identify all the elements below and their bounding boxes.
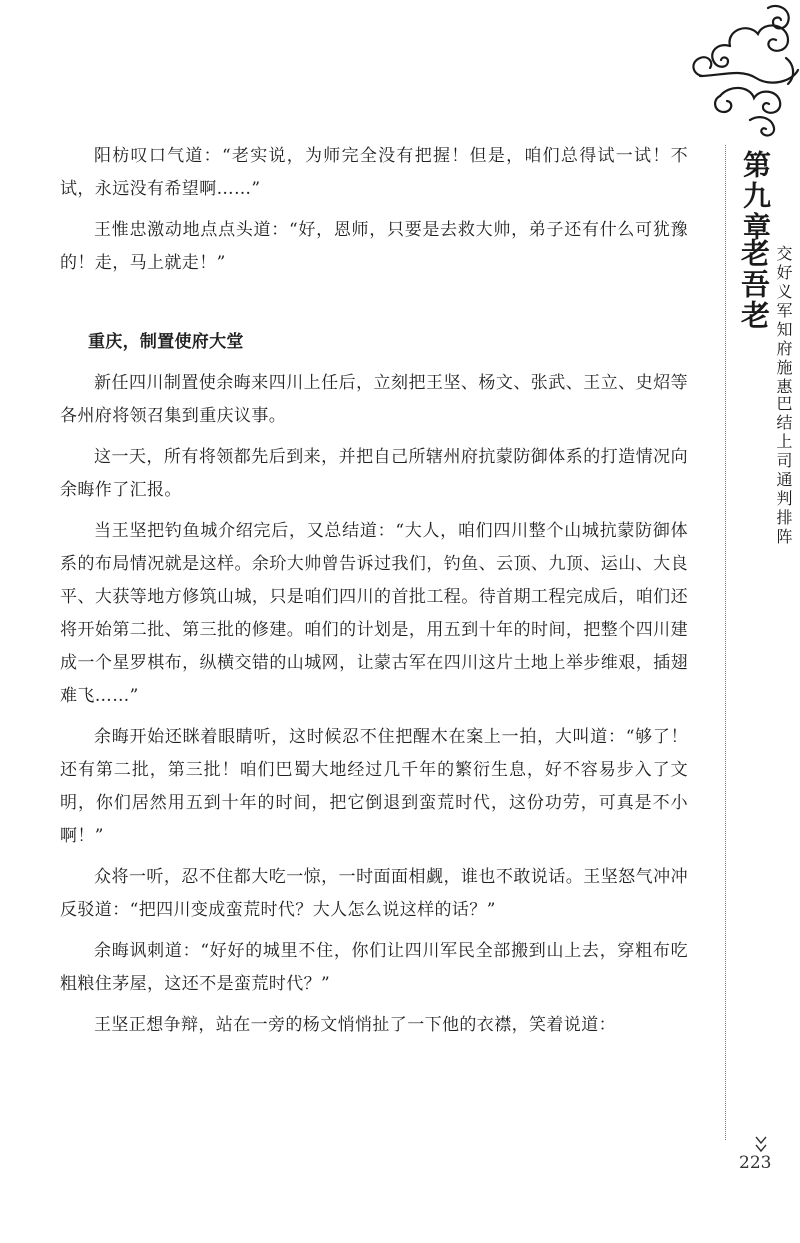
margin-divider — [725, 145, 726, 1140]
paragraph: 王惟忠激动地点点头道：“好，恩师，只要是去救大帅，弟子还有什么可犹豫的！走，马上就走！” — [60, 220, 688, 273]
page-number: 223 — [739, 1153, 772, 1173]
paragraph: 这一天，所有将领都先后到来，并把自己所辖州府抗蒙防御体系的打造情况向余晦作了汇报。 — [60, 447, 688, 500]
chapter-title: 老吾老 — [737, 238, 771, 331]
chapter-subtitle-1: 交好义军知府施惠 — [774, 245, 793, 397]
main-text — [60, 140, 688, 1050]
paragraph: 余晦讽刺道：“好好的城里不住，你们让四川军民全部搬到山上去，穿粗布吃粗粮住茅屋，这还不是蛮荒时代？” — [60, 941, 688, 994]
paragraphs-after — [60, 367, 688, 1042]
chapter-subtitle-2: 巴结上司通判排阵 — [774, 395, 793, 547]
paragraph: 当王坚把钓鱼城介绍完后，又总结道：“大人，咱们四川整个山城抗蒙防御体系的布局情况就是这样。余玠大帅曾告诉过我们，钓鱼、云顶、九顶、运山、大良平、大获等地方修筑山城，只是咱们四川的首批工程。待首期工程完成后，咱们还将开始第二批、第三批的修建。咱们的计划是，用五到十年的时间，把整个四川建成一个星罗棋布，纵横交错的山城网，让蒙古军在四川这片土地上举步维艰，插翅难飞……” — [60, 521, 688, 706]
cloud-ornament-icon — [690, 0, 800, 150]
double-chevron-down-icon — [754, 1135, 768, 1155]
paragraph: 余晦开始还眯着眼睛听，这时候忍不住把醒木在案上一拍，大叫道：“够了！还有第二批，第三批！咱们巴蜀大地经过几千年的繁衍生息，好不容易步入了文明，你们居然用五到十年的时间，把它倒退到蛮荒时代，这份功劳，可真是不小啊！” — [60, 727, 688, 846]
paragraphs-before — [60, 140, 688, 280]
paragraph: 新任四川制置使余晦来四川上任后，立刻把王坚、杨文、张武、王立、史炤等各州府将领召集到重庆议事。 — [60, 373, 688, 426]
paragraph: 王坚正想争辩，站在一旁的杨文悄悄扯了一下他的衣襟，笑着说道： — [94, 1015, 616, 1035]
paragraph: 众将一听，忍不住都大吃一惊，一时面面相觑，谁也不敢说话。王坚怒气冲冲反驳道：“把四川变成蛮荒时代？大人怎么说这样的话？” — [60, 867, 688, 920]
section-heading: 重庆，制置使府大堂 — [88, 332, 244, 352]
paragraph: 阳枋叹口气道：“老实说，为师完全没有把握！但是，咱们总得试一试！不试，永远没有希望啊……” — [60, 146, 688, 199]
chapter-number: 第九章 — [739, 150, 772, 243]
